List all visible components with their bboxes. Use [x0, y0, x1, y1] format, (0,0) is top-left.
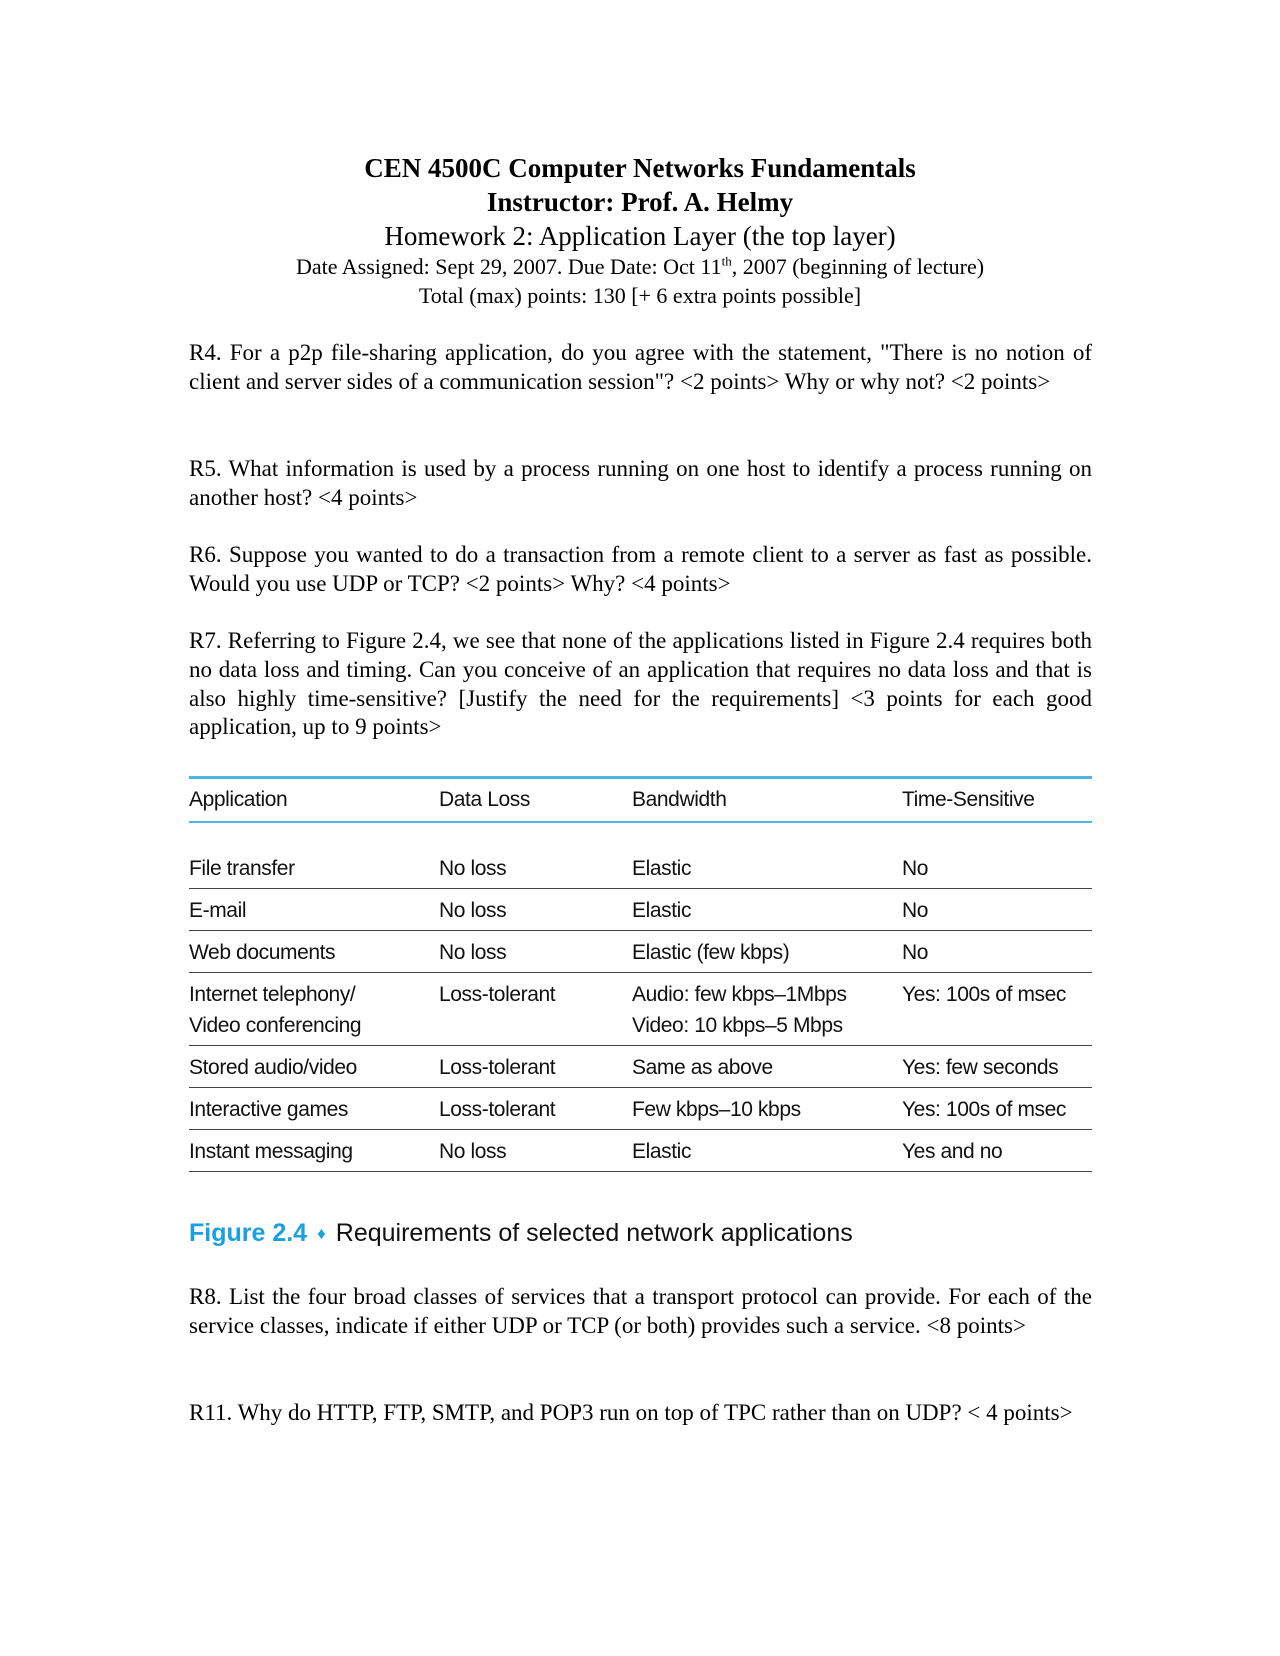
table-cell: Loss-tolerant	[439, 1088, 632, 1130]
caption-text: Requirements of selected network applications	[335, 1219, 853, 1247]
table-row	[189, 931, 1092, 973]
column-header: Bandwidth	[632, 778, 902, 823]
table-row	[189, 973, 1092, 1046]
table-cell: Yes and no	[902, 1130, 1092, 1172]
table-cell: Few kbps–10 kbps	[632, 1088, 902, 1130]
question-r8: R8. List the four broad classes of services that a transport protocol can provide. For each of the service classes, indicate if either UDP or TCP (or both) provides such a service. <8 points>	[189, 1284, 1092, 1338]
course-title: CEN 4500C Computer Networks Fundamentals	[364, 153, 916, 183]
diamond-icon: ♦	[317, 1224, 326, 1243]
question-r4: R4. For a p2p file-sharing application, do you agree with the statement, "There is no notion of client and server sides of a communication session"? <2 points> Why or why not? <2 points>	[189, 340, 1092, 394]
question-r7: R7. Referring to Figure 2.4, we see that none of the applications listed in Figure 2.4 requires both no data loss and timing. Can you conceive of an application that requires no data loss and that is also highly time-sensitive? [Justify the need for the requirements] <3 points for each good application, up to 9 points>	[189, 628, 1092, 740]
question-r11: R11. Why do HTTP, FTP, SMTP, and POP3 run on top of TPC rather than on UDP? < 4 points>	[189, 1400, 1073, 1425]
table-cell: Audio: few kbps–1Mbps Video: 10 kbps–5 Mbps	[632, 973, 902, 1046]
instructor-line: Instructor: Prof. A. Helmy	[486, 187, 794, 217]
table-row	[189, 1088, 1092, 1130]
table-cell: Elastic	[632, 822, 902, 889]
table-cell: Yes: 100s of msec	[902, 1088, 1092, 1130]
figure-caption	[189, 1219, 853, 1248]
table-cell: No	[902, 931, 1092, 973]
points-line: Total (max) points: 130 [+ 6 extra points possible]	[418, 283, 862, 308]
table-cell: Elastic	[632, 889, 902, 931]
table-cell: No	[902, 822, 1092, 889]
table-row	[189, 822, 1092, 889]
table-cell: No loss	[439, 889, 632, 931]
homework-title: Homework 2: Application Layer (the top layer)	[384, 221, 896, 251]
table-cell: Loss-tolerant	[439, 1046, 632, 1088]
table-cell: Elastic	[632, 1130, 902, 1172]
column-header: Time-Sensitive	[902, 778, 1092, 823]
question-r6: R6. Suppose you wanted to do a transaction from a remote client to a server as fast as possible. Would you use UDP or TCP? <2 points> Why? <4 points>	[189, 542, 1092, 596]
table-cell: Loss-tolerant	[439, 973, 632, 1046]
table-cell: No loss	[439, 822, 632, 889]
table-cell: No loss	[439, 1130, 632, 1172]
table-cell: Yes: few seconds	[902, 1046, 1092, 1088]
column-header: Application	[189, 778, 439, 823]
column-header: Data Loss	[439, 778, 632, 823]
dates-line	[0, 253, 1280, 281]
question-r5: R5. What information is used by a process running on one host to identify a process running on another host? <4 points>	[189, 456, 1092, 510]
table-cell: Same as above	[632, 1046, 902, 1088]
table-cell: Instant messaging	[189, 1130, 439, 1172]
table-header-row	[189, 778, 1092, 823]
table-cell: Yes: 100s of msec	[902, 973, 1092, 1046]
dates-after: , 2007 (beginning of lecture)	[731, 254, 985, 279]
table-cell: Interactive games	[189, 1088, 439, 1130]
dates-before: Date Assigned: Sept 29, 2007. Due Date: Oct 11	[295, 254, 722, 279]
table-cell: E-mail	[189, 889, 439, 931]
table-cell: No loss	[439, 931, 632, 973]
requirements-table	[189, 776, 1092, 1172]
table-cell: Stored audio/video	[189, 1046, 439, 1088]
figure-2-4	[189, 776, 1092, 1172]
table-row	[189, 1046, 1092, 1088]
table-cell: File transfer	[189, 822, 439, 889]
figure-label: Figure 2.4	[189, 1219, 308, 1247]
table-row	[189, 1130, 1092, 1172]
table-row	[189, 889, 1092, 931]
table-cell: Internet telephony/ Video conferencing	[189, 973, 439, 1046]
table-cell: Web documents	[189, 931, 439, 973]
table-body	[189, 822, 1092, 1172]
table-cell: Elastic (few kbps)	[632, 931, 902, 973]
table-cell: No	[902, 889, 1092, 931]
dates-superscript: th	[721, 253, 732, 269]
